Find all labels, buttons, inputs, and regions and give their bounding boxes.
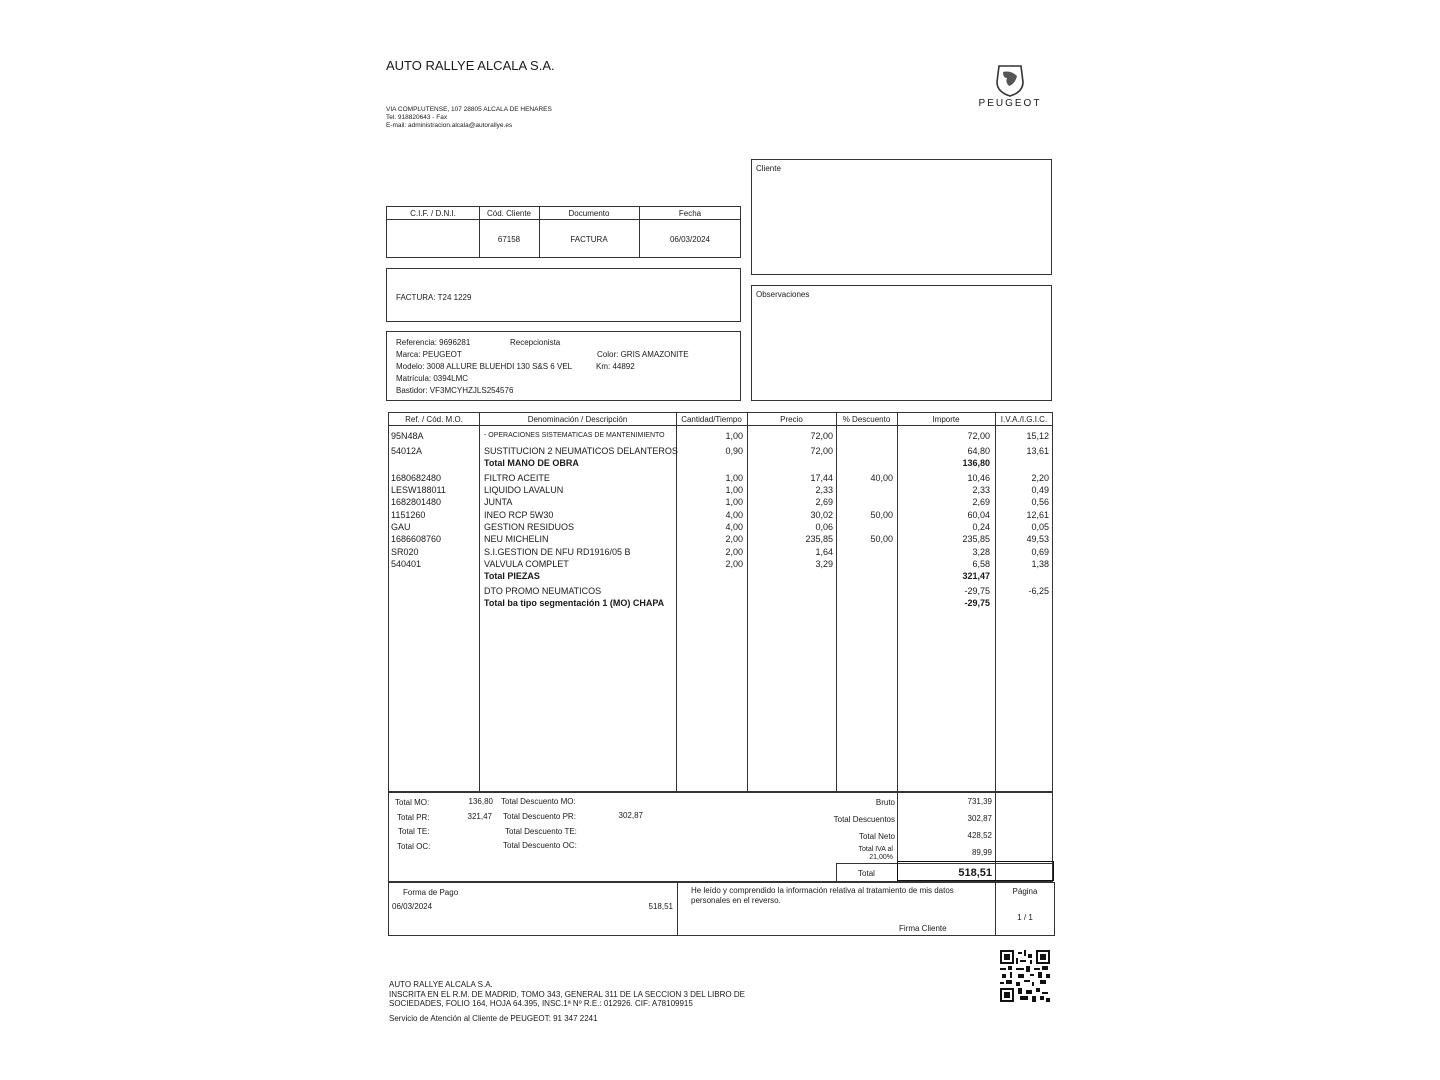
- client-box: [751, 159, 1052, 275]
- table-row: [389, 558, 1052, 570]
- cell-ref: SR020: [391, 547, 419, 557]
- cell-price: 2,69: [815, 497, 833, 507]
- vehicle-box: [386, 331, 741, 401]
- cell-ref: 1680682480: [391, 473, 442, 483]
- payment-box: [388, 882, 1055, 936]
- col-header-price: Precio: [780, 415, 803, 424]
- cell-ref: 540401: [391, 559, 422, 569]
- summary-box: [388, 792, 1053, 882]
- cell-amount: 3,28: [972, 547, 990, 557]
- vehicle-brand: Marca: PEUGEOT: [396, 350, 462, 359]
- cell-amount: 321,47: [962, 571, 990, 581]
- cell-iva: 0,49: [1031, 485, 1049, 495]
- table-row: [389, 533, 1052, 545]
- table-row: [389, 445, 1052, 457]
- net-total-value: 428,52: [967, 831, 992, 840]
- total-pr-value: 321,47: [467, 812, 492, 821]
- cell-amount: 6,58: [972, 559, 990, 569]
- vat-total-label-2: 21,00%: [869, 854, 893, 861]
- peugeot-lion-icon: [965, 64, 1055, 98]
- cell-desc: Total MANO DE OBRA: [484, 458, 579, 468]
- cell-price: 72,00: [810, 431, 833, 441]
- vehicle-reference: Referencia: 9696281: [396, 338, 471, 347]
- cell-qty: 2,00: [725, 547, 743, 557]
- page-label: Página: [1012, 887, 1038, 896]
- gross-value: 731,39: [967, 797, 992, 806]
- cell-qty: 1,00: [725, 485, 743, 495]
- total-mo-value: 136,80: [468, 797, 493, 806]
- gross-label: Bruto: [875, 798, 895, 807]
- privacy-text-2: personales en el reverso.: [691, 896, 781, 905]
- total-discounts-value: 302,87: [967, 814, 992, 823]
- document-header-box: [386, 206, 741, 258]
- cell-desc: DTO PROMO NEUMATICOS: [484, 586, 602, 596]
- cell-amount: 72,00: [967, 431, 990, 441]
- cell-iva: 0,69: [1031, 547, 1049, 557]
- brand-name: PEUGEOT: [978, 98, 1042, 109]
- company-address-1: VIA COMPLUTENSE, 107 28805 ALCALA DE HENARES: [386, 106, 552, 113]
- footer-line-2: INSCRITA EN EL R.M. DE MADRID, TOMO 343, GENERAL 311 DE LA SECCION 3 DEL LIBRO DE: [389, 990, 745, 999]
- cell-qty: 4,00: [725, 522, 743, 532]
- payment-amount: 518,51: [648, 902, 673, 911]
- table-row: [389, 472, 1052, 484]
- table-row: [389, 484, 1052, 496]
- cell-desc: VALVULA COMPLET: [484, 559, 569, 569]
- observations-label: Observaciones: [756, 290, 810, 299]
- cif-label: C.I.F. / D.N.I.: [410, 209, 456, 218]
- cell-amount: -29,75: [964, 586, 990, 596]
- client-code-value: 67158: [497, 235, 521, 244]
- cell-price: 72,00: [810, 446, 833, 456]
- cell-ref: 1151260: [391, 510, 426, 520]
- date-value: 06/03/2024: [669, 235, 711, 244]
- cell-ref: 95N48A: [391, 431, 424, 441]
- cell-ref: GAU: [391, 522, 411, 532]
- total-mo-label: Total MO:: [395, 798, 430, 807]
- col-header-quantity: Cantidad/Tiempo: [681, 415, 742, 424]
- cell-iva: 0,56: [1031, 497, 1049, 507]
- cell-ref: 1682801480: [391, 497, 442, 507]
- cell-iva: 15,12: [1026, 431, 1049, 441]
- col-header-discount: % Descuento: [842, 415, 891, 424]
- cell-price: 30,02: [810, 510, 833, 520]
- cell-amount: 2,33: [972, 485, 990, 495]
- vehicle-model: Modelo: 3008 ALLURE BLUEHDI 130 S&S 6 VEL: [396, 362, 573, 371]
- cell-qty: 2,00: [725, 534, 743, 544]
- cell-desc: INEO RCP 5W30: [484, 510, 554, 520]
- client-code-label: Cód. Cliente: [486, 209, 532, 218]
- footer-line-3: SOCIEDADES, FOLIO 164, HOJA 64.395, INSC.1ª Nº R.E.: 012926. CIF: A78109915: [389, 999, 693, 1008]
- qr-code: [1000, 950, 1050, 1002]
- observations-box: [751, 285, 1052, 401]
- grand-total-label: Total: [858, 869, 875, 878]
- cell-amount: 235,85: [962, 534, 990, 544]
- payment-date: 06/03/2024: [392, 902, 433, 911]
- cell-price: 3,29: [815, 559, 833, 569]
- invoice-lines-table: [388, 412, 1053, 792]
- grand-total-value: 518,51: [958, 867, 992, 879]
- cell-qty: 1,00: [725, 473, 743, 483]
- cell-desc: GESTION RESIDUOS: [484, 522, 575, 532]
- privacy-text-1: He leído y comprendido la información relativa al tratamiento de mis datos: [691, 886, 954, 895]
- cell-desc: S.I.GESTION DE NFU RD1916/05 B: [484, 547, 631, 557]
- cell-iva: 13,61: [1026, 446, 1049, 456]
- company-address-2: Tel. 918820643 - Fax: [386, 114, 448, 121]
- cell-qty: 1,00: [725, 431, 743, 441]
- cell-qty: 1,00: [725, 497, 743, 507]
- table-row: [389, 496, 1052, 508]
- invoice-number: FACTURA: T24 1229: [396, 293, 472, 302]
- cell-desc: SUSTITUCION 2 NEUMATICOS DELANTEROS: [484, 446, 678, 456]
- table-row: [389, 430, 1052, 442]
- cell-qty: 4,00: [725, 510, 743, 520]
- vat-total-label-1: Total IVA al: [858, 846, 893, 853]
- net-total-label: Total Neto: [858, 832, 895, 841]
- col-header-ref: Ref. / Cód. M.O.: [405, 415, 463, 424]
- company-name: AUTO RALLYE ALCALA S.A.: [386, 58, 555, 73]
- vehicle-plate: Matrícula: 0394LMC: [396, 374, 469, 383]
- col-header-vat: I.V.A./I.G.I.C.: [1000, 415, 1048, 424]
- date-label: Fecha: [678, 209, 702, 218]
- vehicle-km: Km: 44892: [596, 362, 635, 371]
- cell-qty: 2,00: [725, 559, 743, 569]
- discount-mo-label: Total Descuento MO:: [501, 797, 576, 806]
- cell-desc: - OPERACIONES SISTEMATICAS DE MANTENIMIENTO: [484, 432, 665, 439]
- table-row: [389, 597, 1052, 609]
- cell-desc: Total PIEZAS: [484, 571, 540, 581]
- cell-ref: LESW188011: [391, 485, 446, 495]
- table-row: [389, 546, 1052, 558]
- total-oc-label: Total OC:: [397, 842, 431, 851]
- document-label: Documento: [568, 209, 610, 218]
- table-row: [389, 585, 1052, 597]
- cell-iva: 2,20: [1031, 473, 1049, 483]
- total-discounts-label: Total Descuentos: [833, 815, 895, 824]
- vehicle-color: Color: GRIS AMAZONITE: [597, 350, 689, 359]
- cell-amount: 2,69: [972, 497, 990, 507]
- cell-ref: 1686608760: [391, 534, 442, 544]
- cell-amount: 136,80: [962, 458, 990, 468]
- cell-desc: JUNTA: [484, 497, 513, 507]
- cell-iva: 49,53: [1026, 534, 1049, 544]
- cell-ref: 54012A: [391, 446, 423, 456]
- cell-amount: 0,24: [972, 522, 990, 532]
- payment-method-label: Forma de Pago: [403, 888, 459, 897]
- signature-label: Firma Cliente: [899, 924, 947, 933]
- total-pr-label: Total PR:: [397, 813, 430, 822]
- cell-disc: 50,00: [870, 510, 893, 520]
- table-row: [389, 509, 1052, 521]
- vehicle-receptionist: Recepcionista: [510, 338, 561, 347]
- cell-price: 0,06: [815, 522, 833, 532]
- cell-amount: 60,04: [967, 510, 990, 520]
- cell-desc: LIQUIDO LAVALUN: [484, 485, 564, 495]
- cell-desc: FILTRO ACEITE: [484, 473, 550, 483]
- cell-price: 17,44: [810, 473, 833, 483]
- invoice-number-box: [386, 268, 741, 322]
- footer-line-1: AUTO RALLYE ALCALA S.A.: [389, 980, 493, 989]
- page-value: 1 / 1: [1017, 913, 1033, 922]
- table-row: [389, 521, 1052, 533]
- col-header-amount: Importe: [932, 415, 960, 424]
- cell-desc: Total ba tipo segmentación 1 (MO) CHAPA: [484, 598, 665, 608]
- cell-amount: 64,80: [967, 446, 990, 456]
- discount-oc-label: Total Descuento OC:: [503, 841, 577, 850]
- cell-desc: NEU MICHELIN: [484, 534, 549, 544]
- cell-iva: 0,05: [1031, 522, 1049, 532]
- total-te-label: Total TE:: [398, 827, 430, 836]
- document-value: FACTURA: [570, 235, 608, 244]
- cell-disc: 40,00: [870, 473, 893, 483]
- cell-amount: 10,46: [967, 473, 990, 483]
- cell-amount: -29,75: [964, 598, 990, 608]
- cell-iva: 1,38: [1031, 559, 1049, 569]
- peugeot-logo: [965, 64, 1055, 110]
- cell-price: 235,85: [805, 534, 833, 544]
- discount-pr-label: Total Descuento PR:: [503, 812, 576, 821]
- vat-total-value: 89,99: [971, 848, 992, 857]
- cell-iva: 12,61: [1026, 510, 1049, 520]
- cell-price: 1,64: [815, 547, 833, 557]
- table-row: [389, 457, 1052, 469]
- client-label: Cliente: [756, 164, 781, 173]
- discount-te-label: Total Descuento TE:: [505, 827, 577, 836]
- cell-disc: 50,00: [870, 534, 893, 544]
- qr-code-icon: [1000, 950, 1050, 1002]
- cell-iva: -6,25: [1028, 586, 1049, 596]
- cell-price: 2,33: [815, 485, 833, 495]
- col-header-description: Denominación / Descripción: [527, 415, 628, 424]
- footer-service: Servicio de Atención al Cliente de PEUGEOT: 91 347 2241: [389, 1014, 598, 1023]
- company-address-3: E-mail: administracion.alcala@autorallye.es: [386, 122, 513, 129]
- discount-pr-value: 302,87: [618, 811, 643, 820]
- cell-qty: 0,90: [725, 446, 743, 456]
- vehicle-vin: Bastidor: VF3MCYHZJLS254576: [396, 386, 514, 395]
- table-row: [389, 570, 1052, 582]
